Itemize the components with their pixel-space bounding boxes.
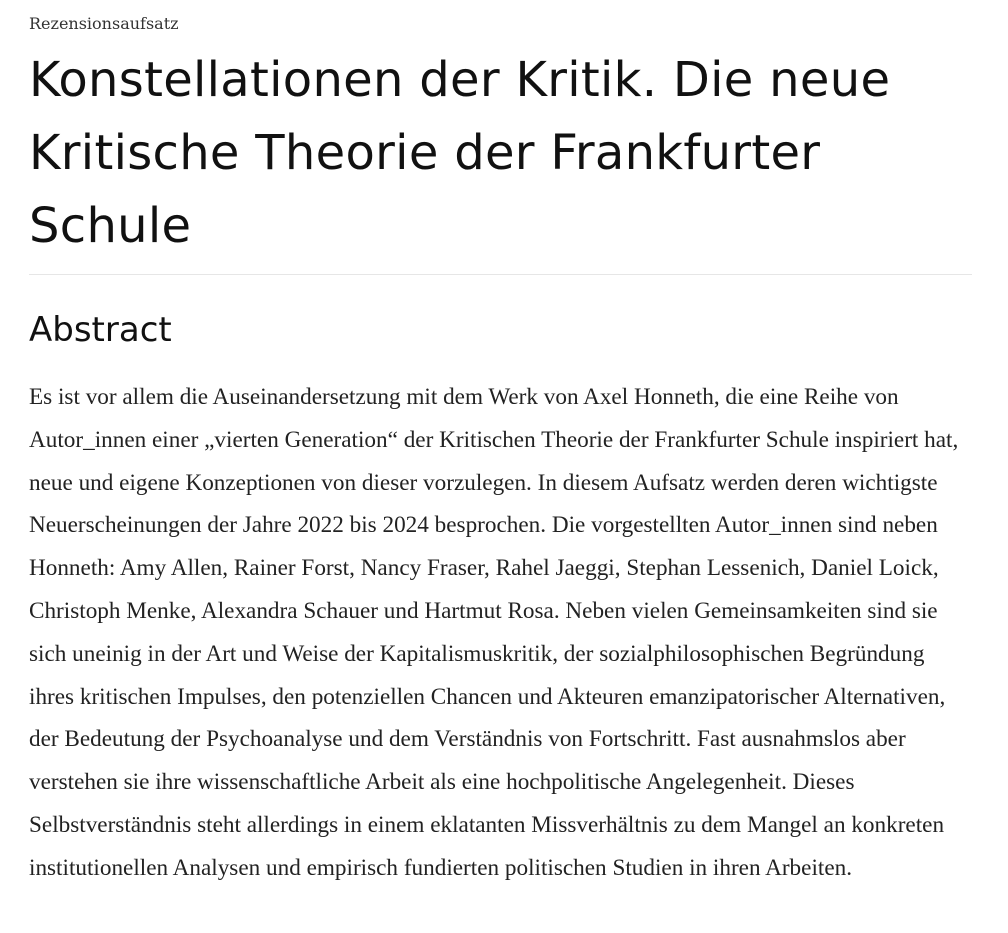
article-title: Konstellationen der Kritik. Die neue Kritische Theorie der Frankfurter Schule xyxy=(29,52,891,254)
title-divider xyxy=(29,274,972,275)
abstract-text: Es ist vor allem die Auseinandersetzung mit dem Werk von Axel Honneth, die eine Reihe von Autor_innen einer „vierten Generation“ der Kritischen Theorie der Frankfurter Schule inspiriert hat, neue und eigene Konzeptionen von dieser vorzulegen. In diesem Aufsatz werden deren wichtigste Neuerscheinungen der Jahre 2022 bis 2024 besprochen. Die vorgestellten Autor_innen sind neben Honneth: Amy Allen, Rainer Forst, Nancy Fraser, Rahel Jaeggi, Stephan Lessenich, Daniel Loick, Christoph Menke, Alexandra Schauer und Hartmut Rosa. Neben vielen Gemeinsamkeiten sind sie sich uneinig in der Art und Weise der Kapitalismuskritik, der sozialphilosophischen Begründung ihres kritischen Impulses, den potenziellen Chancen und Akteuren emanzipatorischer Alternativen, der Bedeutung der Psychoanalyse und dem Verständnis von Fortschritt. Fast ausnahmslos aber verstehen sie ihre wissenschaftliche Arbeit als eine hochpolitische Angelegenheit. Dieses Selbstverständnis steht allerdings in einem eklatanten Missverhältnis zu dem Mangel an konkreten institutionellen Analysen und empirisch fundierten politischen Studien in ihren Arbeiten. xyxy=(29,384,959,881)
abstract-heading: Abstract xyxy=(29,310,172,350)
article-section-label: Rezensionsaufsatz xyxy=(29,14,179,33)
